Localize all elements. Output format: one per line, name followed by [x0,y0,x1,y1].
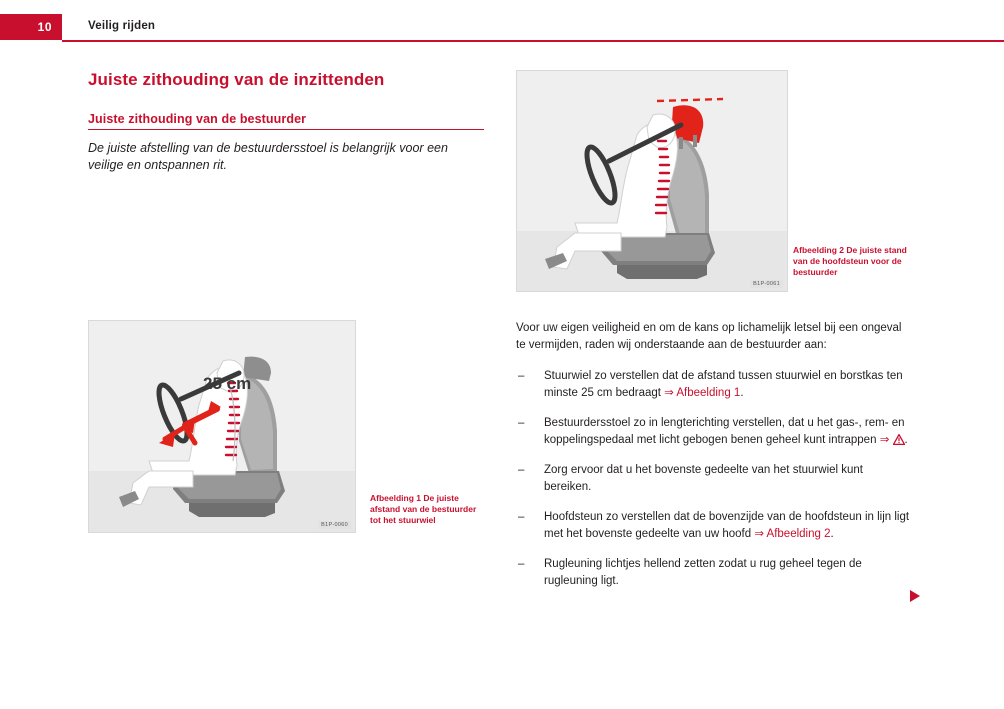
figure-2-caption-text: De juiste stand van de hoofdsteun voor de bestuurder [793,245,907,277]
section-divider [88,129,484,130]
driver-steering-distance-illustration [89,321,355,532]
figure-2-code: B1P-0061 [750,280,783,288]
list-item [516,462,912,496]
continue-arrow-icon [910,590,920,602]
figure-1-wrapper [88,190,488,528]
page-title: Juiste zithouding van de inzittenden [88,70,385,89]
page-header [0,0,1004,40]
figure-1-code: B1P-0060 [318,521,351,529]
header-divider [62,40,1004,42]
reference-arrow: ⇒ [664,387,677,399]
page-number: 10 [0,14,62,40]
intro-paragraph: De juiste afstelling van de bestuurdersstoel is belangrijk voor een veilige en ontspannen rit. [88,141,448,172]
list-dash: – [518,464,525,476]
figure-2-caption-number: Afbeelding 2 [793,245,845,255]
figure-1-caption-number: Afbeelding 1 [370,493,422,503]
left-column [88,70,488,528]
figure-1-distance-label: 25 cm [203,374,252,393]
list-dash: – [518,511,525,523]
list-item-text: Stuurwiel zo verstellen dat de afstand tussen stuurwiel en borstkas ten minste 25 cm bedraagt [544,370,903,399]
right-column [516,70,918,603]
headrest-position-illustration [517,71,787,291]
list-dash: – [518,417,525,429]
right-intro-paragraph: Voor uw eigen veiligheid en om de kans op lichamelijk letsel bij een ongeval te vermijden, raden wij onderstaande aan de bestuurder aan: [516,322,902,351]
reference-link-figure-2[interactable]: Afbeelding 2 [766,528,831,540]
reference-arrow: ⇒ [754,528,767,540]
list-item-text: Hoofdsteun zo verstellen dat de bovenzijde van de hoofdsteun in lijn ligt met het bovenste gedeelte van uw hoofd [544,511,910,540]
warning-triangle-icon [893,434,905,445]
list-item-text: Bestuurdersstoel zo in lengterichting verstellen, dat u het gas-, rem- en koppelingspedaal met licht gebogen benen geheel kunt intrappen [544,417,905,446]
list-item-text: Rugleuning lichtjes hellend zetten zodat u rug geheel tegen de rugleuning ligt. [544,558,862,587]
figure-1-caption [370,493,485,526]
reference-link-figure-1[interactable]: Afbeelding 1 [676,387,741,399]
figure-2-caption [793,245,908,278]
figure-1-caption-text: De juiste afstand van de bestuurder tot het stuurwiel [370,493,477,525]
list-dash: – [518,370,525,382]
figure-1-image [88,320,356,533]
header-chapter-title: Veilig rijden [88,20,156,32]
list-item-text: Zorg ervoor dat u het bovenste gedeelte van het stuurwiel kunt bereiken. [544,464,864,493]
section-title: Juiste zithouding van de bestuurder [88,112,307,126]
reference-arrow: ⇒ [879,434,893,446]
recommendation-list [516,368,918,590]
list-dash: – [518,558,525,570]
list-item [516,509,912,543]
list-item [516,556,912,590]
figure-2-image [516,70,788,292]
list-item-text-after: . [830,528,834,540]
list-item [516,368,912,402]
list-item-text-after: . [740,387,744,399]
list-item [516,415,912,449]
list-item-text-after: . [904,434,908,446]
